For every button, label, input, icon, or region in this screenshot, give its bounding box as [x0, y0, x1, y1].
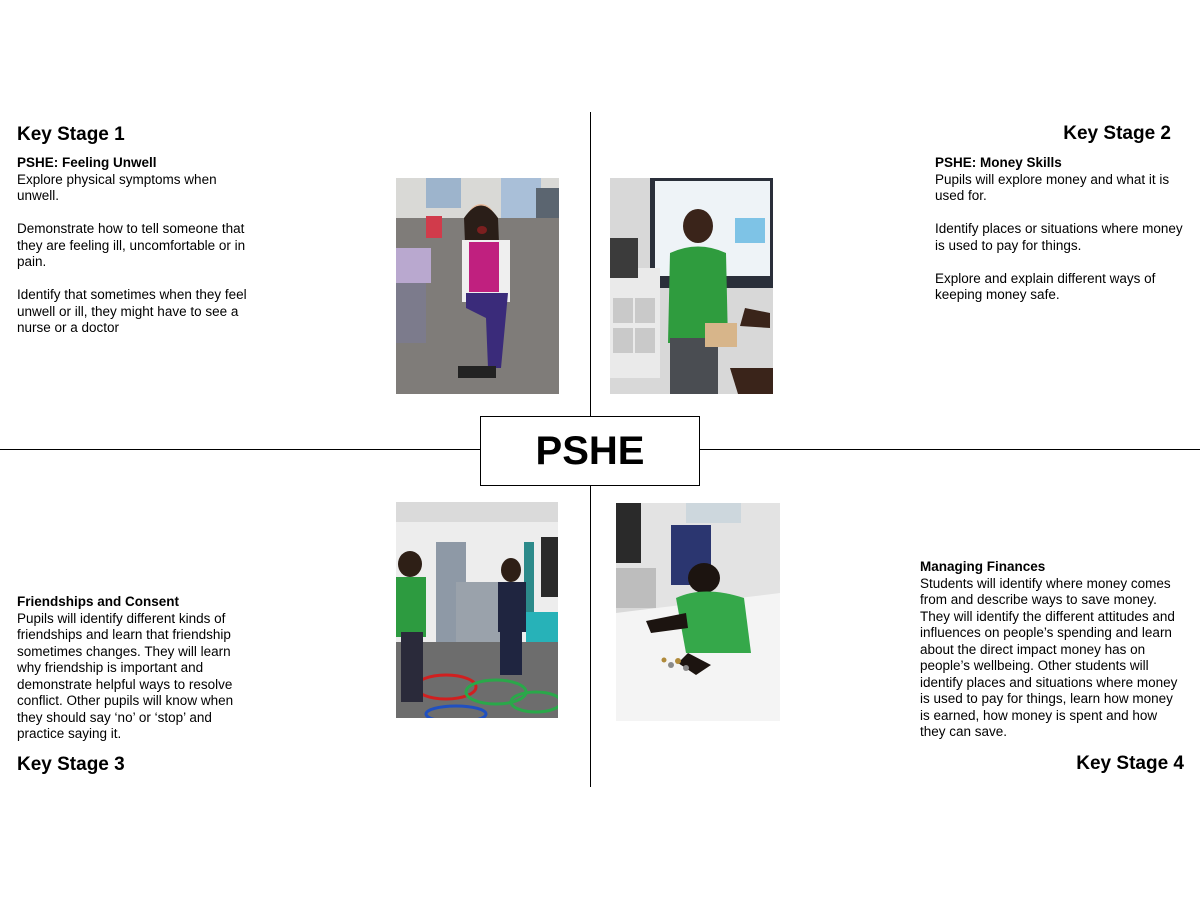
ks1-paragraph-2: Demonstrate how to tell someone that they are feeling ill, uncomfortable or in pain.	[17, 221, 246, 269]
ks4-paragraph-1: Students will identify where money comes from and describe ways to save money. They will identify the different attitudes and influences on people’s spending and learn about the direct impact money has on people’s wellbeing. Other students will identify places and situations where money is used to pay for things, learn how money is earned, how money is spent and how they can save.	[920, 575, 1178, 739]
ks3-label: Key Stage 3	[17, 754, 125, 775]
ks1-text-block	[17, 155, 257, 337]
pshe-title: PSHE	[535, 428, 645, 473]
ks2-heading: PSHE: Money Skills	[935, 155, 1062, 170]
ks3-photo	[396, 502, 558, 718]
ks4-photo	[616, 503, 780, 721]
ks2-paragraph-3: Explore and explain different ways of keeping money safe.	[935, 270, 1156, 302]
ks4-heading: Managing Finances	[920, 559, 1046, 574]
ks4-text-block	[920, 559, 1182, 741]
ks3-heading: Friendships and Consent	[17, 594, 180, 609]
ks2-paragraph-2: Identify places or situations where money is used to pay for things.	[935, 221, 1183, 253]
ks2-paragraph-1: Pupils will explore money and what it is used for.	[935, 171, 1170, 203]
ks2-photo	[610, 178, 773, 394]
pshe-title-box	[480, 416, 700, 486]
ks2-text-block	[935, 155, 1193, 304]
ks4-label: Key Stage 4	[1076, 753, 1184, 774]
ks3-paragraph-1: Pupils will identify different kinds of friendships and learn that friendship sometimes changes. They will learn why friendship is important and demonstrate helpful ways to resolve conflict. Other pupils will know when they should say ‘no’ or ‘stop’ and practice saying it.	[17, 610, 234, 741]
ks1-heading: PSHE: Feeling Unwell	[17, 155, 157, 170]
ks2-label: Key Stage 2	[1063, 123, 1171, 144]
ks1-paragraph-1: Explore physical symptoms when unwell.	[17, 171, 217, 203]
ks1-paragraph-3: Identify that sometimes when they feel unwell or ill, they might have to see a nurse or a doctor	[17, 287, 247, 335]
ks1-label: Key Stage 1	[17, 124, 125, 145]
ks1-photo	[396, 178, 559, 394]
ks3-text-block	[17, 594, 249, 743]
